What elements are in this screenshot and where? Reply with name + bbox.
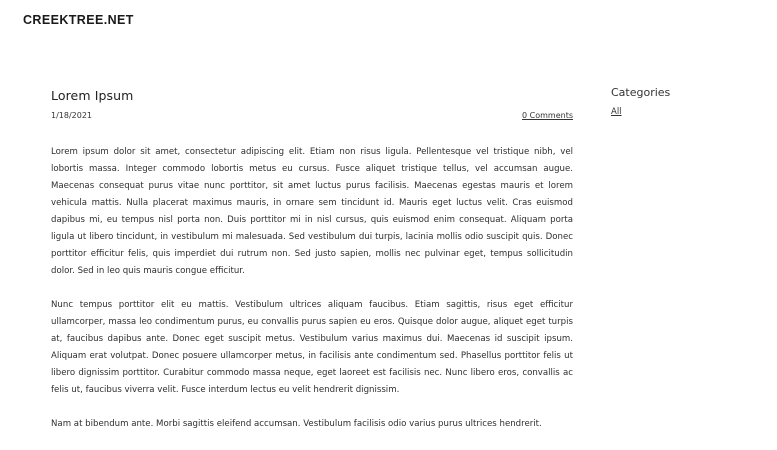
post-title[interactable]: Lorem Ipsum <box>51 88 134 103</box>
blog-post <box>51 88 573 450</box>
post-paragraph: Nam at bibendum ante. Morbi sagittis eleifend accumsan. Vestibulum facilisis odio varius purus ultrices hendrerit. <box>51 419 542 429</box>
comments-link[interactable]: 0 Comments <box>522 111 573 120</box>
post-body <box>51 144 573 433</box>
post-date: 1/18/2021 <box>51 111 93 120</box>
sidebar <box>611 86 761 118</box>
post-paragraph: Nunc tempus porttitor elit eu mattis. Vestibulum ultrices aliquam faucibus. Etiam sagittis, risus eget efficitur ullamcorper, massa leo condimentum purus, eu convallis purus sapien eu eros. Quisque dolor augue, aliquet eget turpis at, faucibus dapibus ante. Donec eget suscipit metus. Vestibulum varius maximus dui. Maecenas id suscipit ipsum. Aliquam erat volutpat. Donec posuere ullamcorper metus, in facilisis ante condimentum sed. Phasellus porttitor felis ut libero dignissim porttitor. Curabitur commodo massa neque, eget laoreet est facilisis nec. Nunc libero eros, convallis ac felis ut, faucibus viverra velit. Fusce interdum lectus eu velit hendrerit dignissim. <box>51 300 573 395</box>
post-paragraph: Lorem ipsum dolor sit amet, consectetur adipiscing elit. Etiam non risus ligula. Pellentesque vel tristique nibh, vel lobortis massa. Integer commodo lobortis metus eu cursus. Fusce aliquet tristique tellus, vel accumsan augue. Maecenas consequat purus vitae nunc porttitor, sit amet luctus purus facilisis. Maecenas egestas mauris et lorem vehicula mattis. Nulla placerat maximus mauris, in ornare sem tincidunt id. Mauris eget luctus velit. Cras euismod dapibus mi, eu tempus nisl porta non. Duis porttitor mi in nisl cursus, quis euismod enim consequat. Aliquam porta ligula ut libero tincidunt, in vestibulum mi malesuada. Sed vestibulum dui turpis, lacinia mollis odio suscipit quis. Donec porttitor efficitur felis, quis imperdiet dui rutrum non. Sed justo sapien, mollis nec pulvinar eget, tempus sollicitudin dolor. Sed in leo quis mauris congue efficitur. <box>51 147 573 276</box>
site-logo-link[interactable]: CREEKTREE.NET <box>23 13 134 27</box>
category-link-all[interactable]: All <box>611 107 622 117</box>
categories-heading: Categories <box>611 86 671 99</box>
site-header <box>23 9 134 28</box>
post-meta <box>51 111 573 125</box>
